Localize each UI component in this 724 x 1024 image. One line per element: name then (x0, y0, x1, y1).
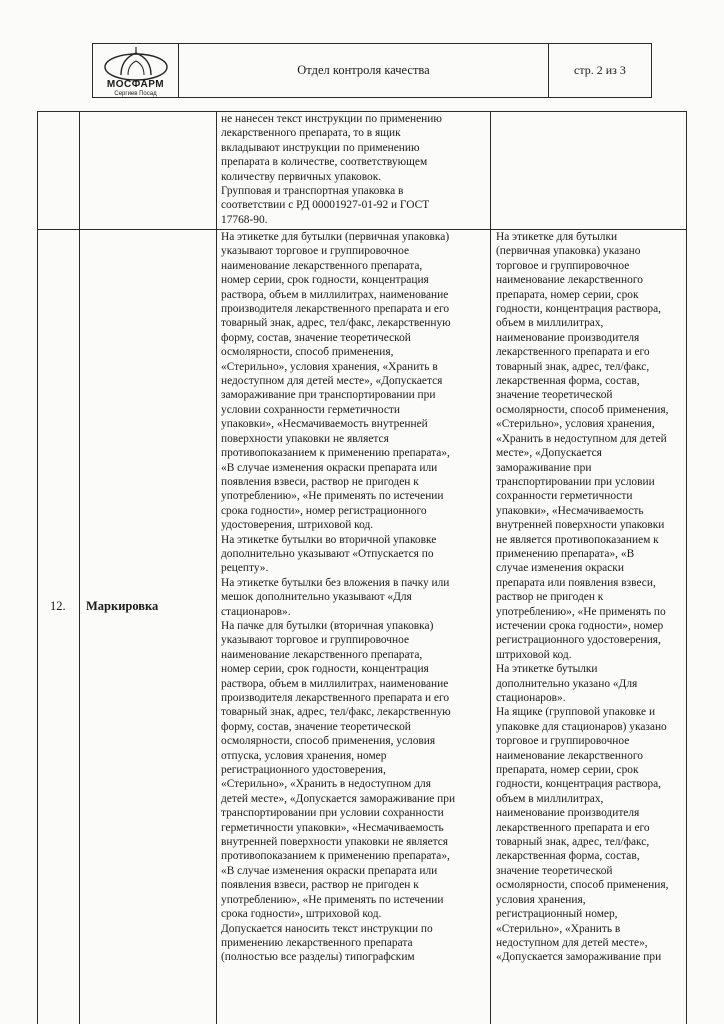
column-divider (79, 112, 80, 1024)
document-header (92, 43, 652, 98)
mosfarm-logo-icon (101, 45, 171, 81)
logo (93, 44, 179, 97)
page-number: стр. 2 из 3 (574, 63, 626, 77)
specification-table (37, 111, 687, 1024)
continued-middle-text: не нанесен текст инструкции по применению лекарственного препарата, то в ящик вкладывают инструкции по применению препарата в количестве, соответствующем количеству первичных упаковок. Групповая и транспортная упаковка в соответствии с РД 00001927-01-92 и ГОСТ 17768-90. (221, 113, 442, 226)
column-divider (216, 112, 217, 1024)
department-title: Отдел контроля качества (179, 44, 549, 97)
result-text: На этикетке для бутылки (первичная упаковка) указано торговое и группировочное наименование лекарственного препарата, номер серии, срок годности, концентрация раствора, объем в миллилитрах, наименование производителя лекарственного препарата и его товарный знак, адрес, тел/факс, лекарственная форма, состав, значение теоретической осмолярности, способ применения, «Стерильно», условия хранения, «Хранить в недоступном для детей месте», «Допускается замораживание при транспортировании при условии сохранности герметичности упаковки», «Несмачиваемость внутренней поверхности упаковки не является противопоказанием к применению препарата», «В случае изменения окраски препарата или появления взвеси, раствор не пригоден к употреблению», «Не применять по истечении срока годности», номер регистрационного удостоверения, штриховой код. На этикетке бутылки дополнительно указано «Для стационаров». На ящике (групповой упаковке и упаковке для стационаров) указано торговое и группировочное наименование лекарственного препарата, номер серии, срок годности, концентрация раствора, объем в миллилитрах, наименование производителя лекарственного препарата и его товарный знак, адрес, тел/факс, лекарственная форма, состав, значение теоретической осмолярности, способ применения, условия хранения, регистрационный номер, «Стерильно», «Хранить в недоступном для детей месте», «Допускается замораживание при (496, 231, 669, 964)
requirement-text: На этикетке для бутылки (первичная упаковка) указывают торговое и группировочное наименование лекарственного препарата, номер серии, срок годности, концентрация раствора, объем в миллилитрах, наименование производителя лекарственного препарата и его товарный знак, адрес, тел/факс, лекарственную форму, состав, значение теоретической осмолярности, способ применения, «Стерильно», условия хранения, «Хранить в недоступном для детей месте», «Допускается замораживание при транспортировании при условии сохранности герметичности упаковки», «Несмачиваемость внутренней поверхности упаковки не является противопоказанием к применению препарата», «В случае изменения окраски препарата или появления взвеси, раствор не пригоден к употреблению», «Не применять по истечении срока годности», номер регистрационного удостоверения, штриховой код. На этикетке бутылки во вторичной упаковке дополнительно указывают «Отпускается по рецепту». На этикетке бутылки без вложения в пачку или мешок дополнительно указывают «Для стационаров». На пачке для бутылки (вторичная упаковка) указывают торговое и группировочное наименование лекарственного препарата, номер серии, срок годности, концентрация раствора, объем в миллилитрах, наименование производителя лекарственного препарата и его товарный знак, адрес, тел/факс, лекарственную форму, состав, значение теоретической осмолярности, способ применения, условия отпуска, условия хранения, номер регистрационного удостоверения, «Стерильно», «Хранить в недоступном для детей месте», «Допускается замораживание при транспортировании при условии сохранности герметичности упаковки», «Несмачиваемость внутренней поверхности упаковки не является противопоказанием к применению препарата», «В случае изменения окраски препарата или появления взвеси, раствор не пригоден к употреблению», «Не применять по истечении срока годности», штриховой код. Допускается наносить текст инструкции по применению лекарственного препарата (полностью все разделы) типографским (221, 231, 456, 964)
row-name: Маркировка (86, 599, 159, 613)
row-number: 12. (50, 599, 66, 613)
logo-subtitle: Сергиев Посад (114, 90, 157, 97)
logo-name: МОСФАРМ (106, 78, 165, 90)
